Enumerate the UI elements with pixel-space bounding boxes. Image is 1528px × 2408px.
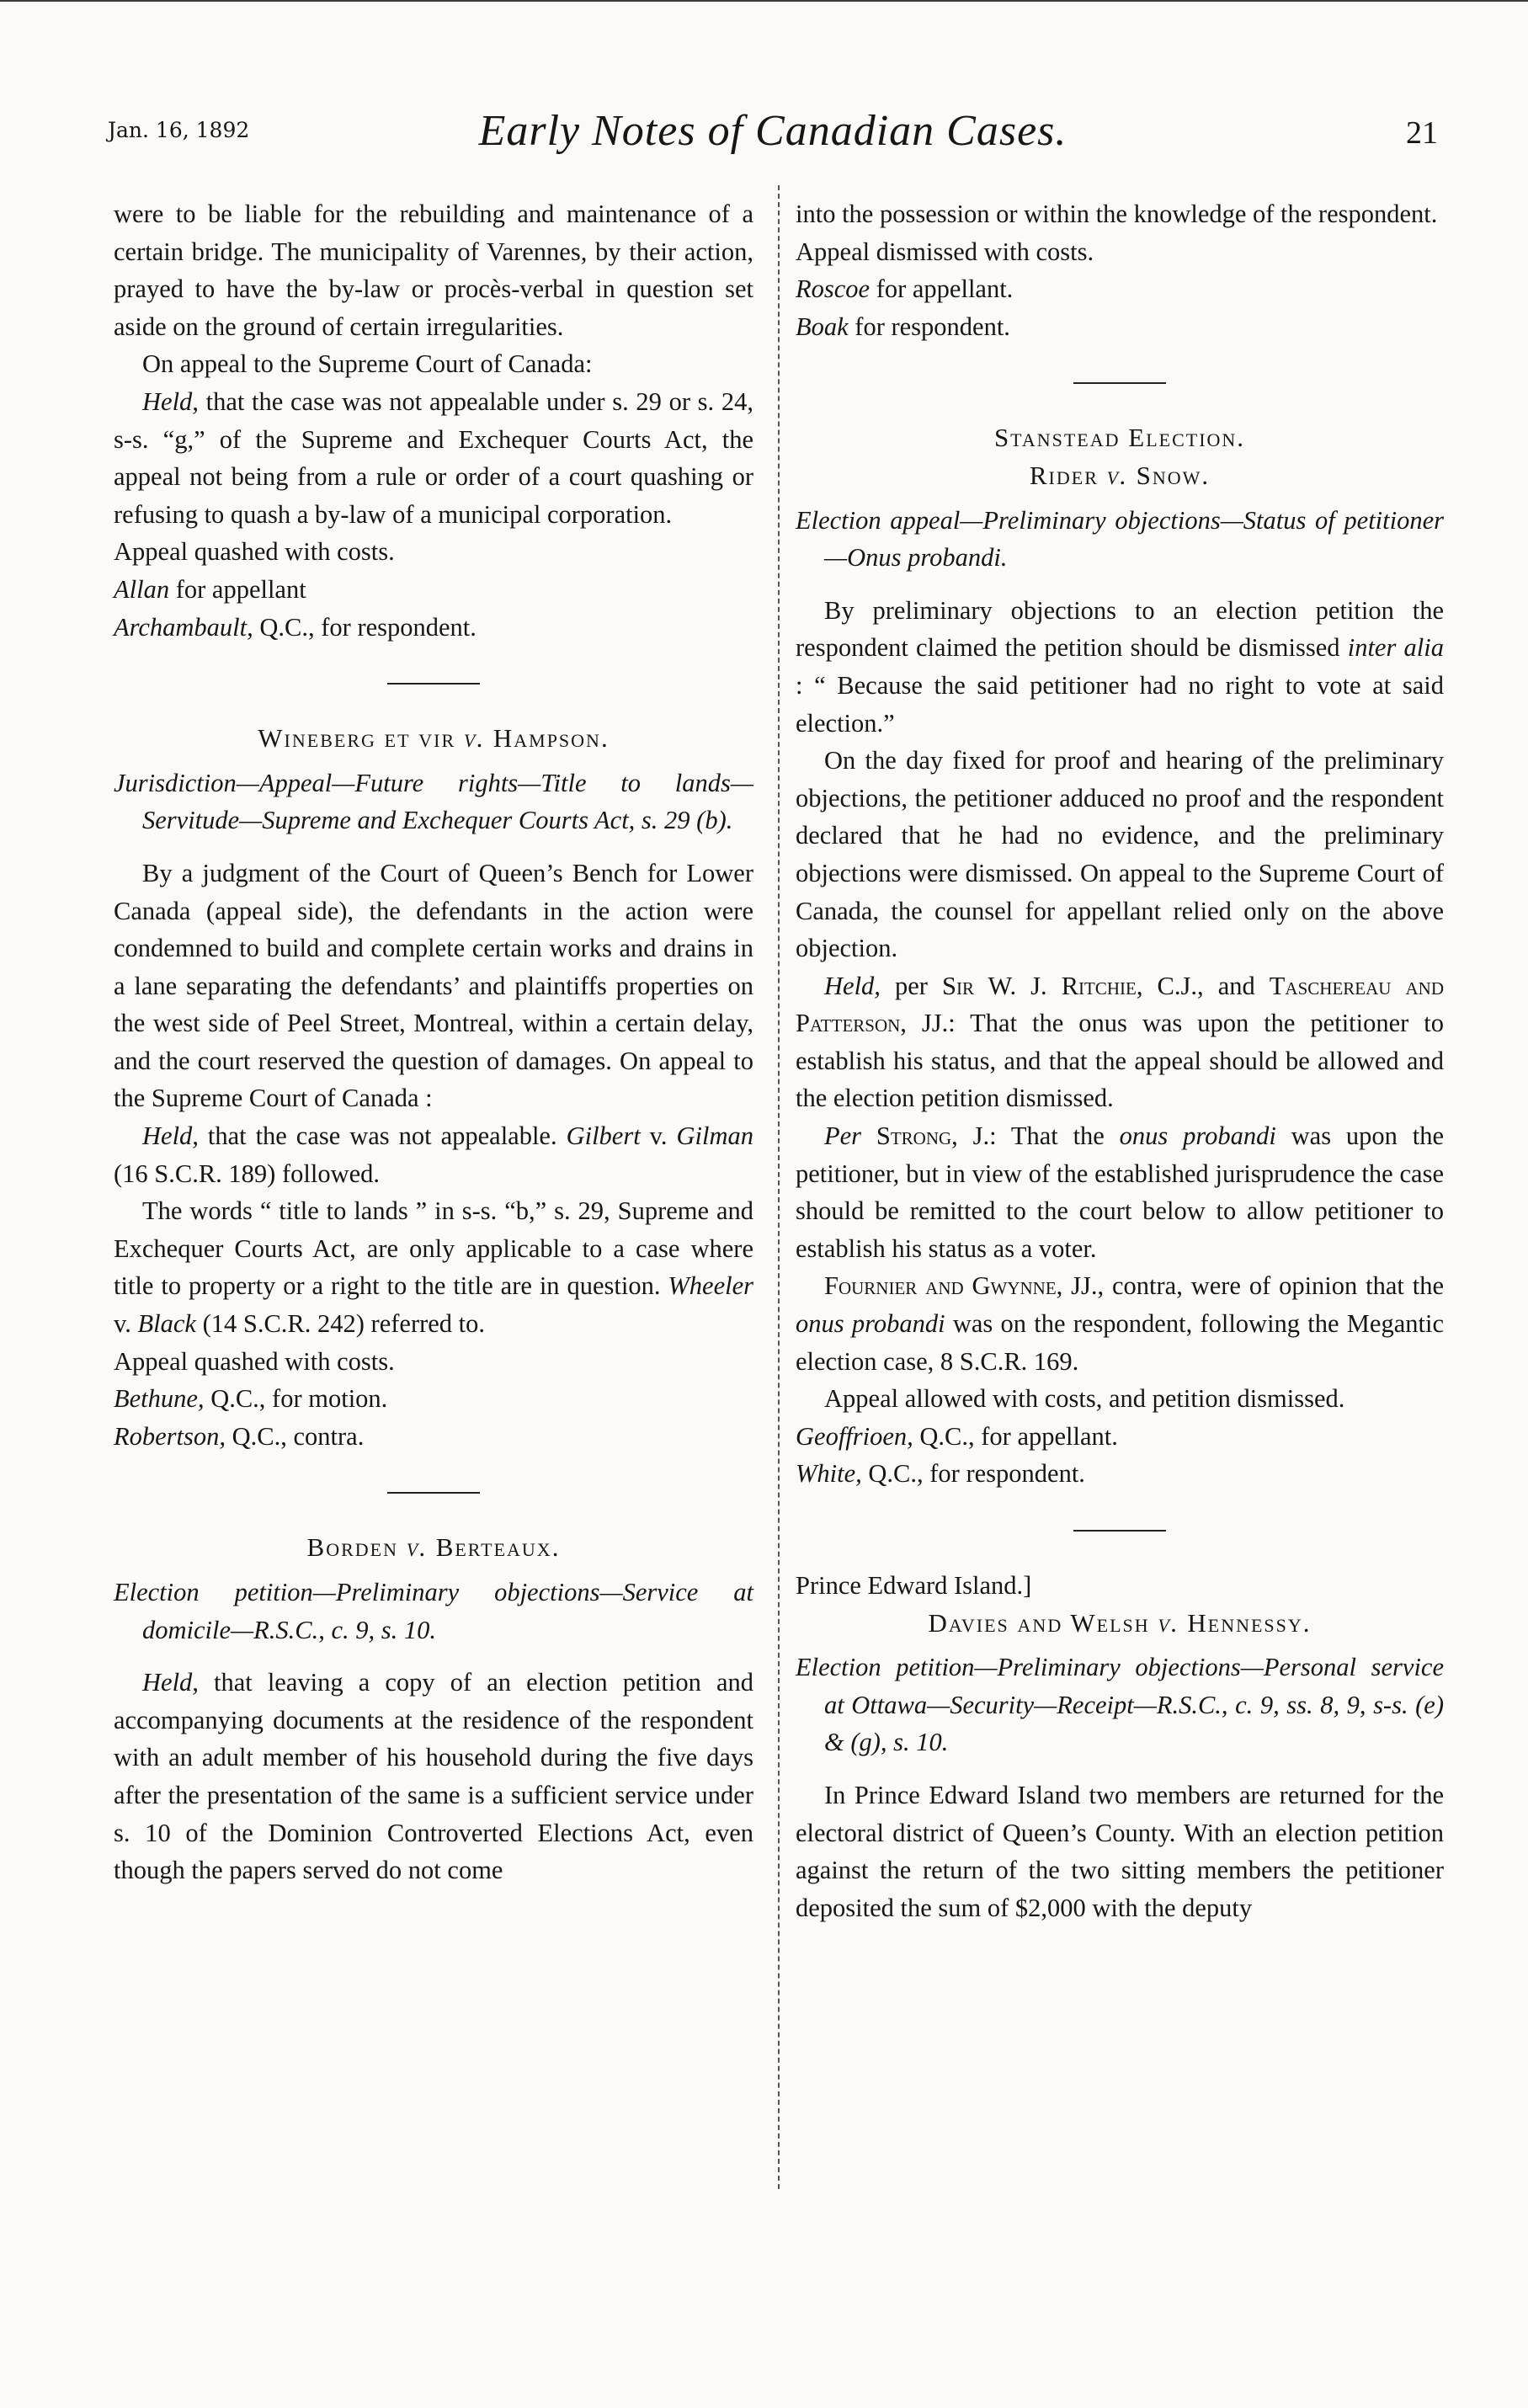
- paragraph: [114, 1192, 753, 1342]
- paragraph-text: : “ Because the said petitioner had no right to vote at said election.”: [796, 670, 1444, 738]
- case-party: Berteaux.: [427, 1532, 561, 1563]
- catchwords: Election appeal—Preliminary objections—Status of petitioner—Onus probandi.: [796, 505, 1444, 573]
- opinion-paragraph: [796, 1267, 1444, 1380]
- section-rule: [1073, 1530, 1166, 1532]
- case-party: Borden: [306, 1532, 407, 1563]
- holding-text: per: [880, 971, 942, 1000]
- counsel-role: Q.C., for motion.: [204, 1384, 388, 1414]
- case-party: Davies and Welsh: [928, 1607, 1158, 1638]
- holding-text: JJ.: That the onus was upon the petitioner to establish his status, and that the appeal should be allowed and the election petition dismissed.: [796, 1009, 1444, 1113]
- case-party: Hampson.: [485, 723, 610, 754]
- province-heading: Prince Edward Island.]: [796, 1571, 1032, 1600]
- holding-text: that the case was not appealable under s. 29 or s. 24, s-s. “g,” of the Supreme and Exchequer Courts Act, the appeal not being from a rule or order of a court quashing or refusing to quash a by-law of a municipal corporation.: [114, 386, 753, 529]
- case-party: Wineberg et vir: [258, 723, 464, 754]
- column-divider: [778, 185, 780, 2189]
- citation-name: Gilman: [676, 1121, 753, 1151]
- left-column: [114, 195, 753, 1889]
- paragraph: [796, 592, 1444, 742]
- counsel-role: for appellant: [169, 574, 306, 604]
- citation-name: Gilbert: [566, 1121, 641, 1151]
- holding-text: C.J., and: [1142, 971, 1270, 1000]
- citation-ref: (14 S.C.R. 242) referred to.: [195, 1309, 486, 1339]
- paragraph-text: By preliminary objections to an election petition the respondent claimed the petition should be dismissed: [796, 595, 1444, 663]
- counsel-line: [796, 308, 1444, 346]
- citation-name: Black: [137, 1309, 196, 1339]
- continued-paragraph: into the possession or within the knowledge of the respondent.: [796, 200, 1438, 228]
- holding-paragraph: [114, 1117, 753, 1192]
- case-title: [796, 1605, 1444, 1643]
- citation-ref: (16 S.C.R. 189) followed.: [114, 1159, 381, 1188]
- section-rule: [1073, 382, 1166, 384]
- disposition: Appeal quashed with costs.: [114, 1346, 395, 1376]
- continued-paragraph: were to be liable for the rebuilding and maintenance of a certain bridge. The municipality of Varennes, by their action, prayed to have the by-law or procès-verbal in question set aside on the ground of certain irregularities.: [114, 200, 753, 341]
- counsel-role: Q.C., for appellant.: [913, 1421, 1118, 1451]
- holding-text: that the case was not appealable.: [198, 1121, 567, 1151]
- counsel-name: Roscoe: [796, 274, 870, 304]
- holding-paragraph: [796, 967, 1444, 1117]
- holding-paragraph: [114, 1664, 753, 1889]
- counsel-line: [796, 1455, 1444, 1493]
- versus: v.: [463, 723, 486, 754]
- header-date: Jan. 16, 1892: [108, 118, 250, 142]
- section-rule: [387, 1492, 480, 1494]
- holding-text: that leaving a copy of an election petition and accompanying documents at the residence of the respondent with an adult member of his household during the five days after the presentation of the same is a sufficient service under s. 10 of the Dominion Controverted Elections Act, even though the papers served do not come: [114, 1668, 753, 1885]
- disposition: Appeal quashed with costs.: [114, 537, 395, 567]
- page-number: 21: [1406, 115, 1438, 151]
- versus: v.: [1158, 1607, 1179, 1638]
- holding-paragraph: [114, 383, 753, 533]
- citation-name: Wheeler: [668, 1271, 753, 1301]
- held-word: Held,: [824, 971, 881, 1000]
- held-word: Held,: [142, 386, 199, 416]
- counsel-name: Archambault,: [114, 612, 253, 642]
- citation-v: v.: [640, 1121, 677, 1151]
- counsel-line: [114, 1380, 753, 1418]
- versus: v.: [1106, 460, 1128, 490]
- latin-phrase: inter alia: [1347, 633, 1444, 663]
- disposition: Appeal dismissed with costs.: [796, 237, 1094, 266]
- case-party: Rider: [1029, 460, 1107, 490]
- counsel-role: Q.C., for respondent.: [861, 1459, 1085, 1489]
- paragraph: On appeal to the Supreme Court of Canada:: [142, 349, 593, 379]
- per-word: Per: [824, 1121, 862, 1151]
- case-party: Snow.: [1127, 460, 1211, 490]
- disposition: Appeal allowed with costs, and petition dismissed.: [824, 1384, 1345, 1414]
- journal-title: Early Notes of Canadian Cases.: [478, 107, 1067, 155]
- counsel-role: Q.C., for respondent.: [253, 612, 477, 642]
- held-word: Held,: [142, 1121, 199, 1151]
- judge-names: Taschereau and Patterson,: [796, 971, 1444, 1038]
- counsel-role: Q.C., contra.: [226, 1421, 365, 1451]
- counsel-name: White,: [796, 1459, 862, 1489]
- counsel-name: Boak: [796, 312, 849, 341]
- counsel-line: [796, 1418, 1444, 1456]
- latin-phrase: onus probandi: [1119, 1121, 1276, 1151]
- case-title: [114, 720, 753, 758]
- counsel-line: [796, 270, 1444, 308]
- paragraph-text: The words “ title to lands ” in s-s. “b,” s. 29, Supreme and Exchequer Courts Act, are only applicable to a case where title to property or a right to the title are in question.: [114, 1196, 753, 1301]
- counsel-line: [114, 1418, 753, 1456]
- right-column: [796, 195, 1444, 1926]
- counsel-line: [114, 609, 753, 647]
- case-title: [114, 1529, 753, 1567]
- section-rule: [387, 683, 480, 685]
- paragraph: On the day fixed for proof and hearing of the preliminary objections, the petitioner adduced no proof and the respondent declared that he had no evidence, and the preliminary objections were dismissed. On appeal to the Supreme Court of Canada, the counsel for appellant relied only on the above objection.: [796, 746, 1444, 963]
- catchwords: Jurisdiction—Appeal—Future rights—Title to lands—Servitude—Supreme and Exchequer Courts Act, s. 29 (b).: [114, 768, 753, 835]
- counsel-name: Geoffrioen,: [796, 1421, 913, 1451]
- running-header: [108, 94, 1438, 162]
- judge-names: Strong,: [861, 1121, 958, 1151]
- opinion-text: was upon the petitioner, but in view of the established jurisprudence the case should be remitted to the court below to allow petitioner to establish his status as a voter.: [796, 1121, 1444, 1263]
- case-heading: Stanstead Election.: [993, 423, 1246, 453]
- opinion-text: J.: That the: [957, 1121, 1120, 1151]
- paragraph: By a judgment of the Court of Queen’s Bench for Lower Canada (appeal side), the defendants in the action were condemned to build and complete certain works and drains in a lane separating the defendants’ and plaintiffs properties on the west side of Peel Street, Montreal, within a certain delay, and the court reserved the question of damages. On appeal to the Supreme Court of Canada :: [114, 858, 753, 1113]
- opinion-text: JJ., contra, were of opinion that the: [1062, 1271, 1444, 1301]
- case-party: Hennessy.: [1179, 1607, 1312, 1638]
- held-word: Held,: [142, 1668, 199, 1697]
- opinion-text: was on the respondent, following the Megantic election case, 8 S.C.R. 169.: [796, 1309, 1444, 1376]
- opinion-paragraph: [796, 1117, 1444, 1267]
- page-top-rule: [0, 0, 1528, 2]
- paragraph: In Prince Edward Island two members are returned for the electoral district of Queen’s County. With an election petition against the return of the two sitting members the petitioner deposited the sum of $2,000 with the deputy: [796, 1780, 1444, 1922]
- counsel-name: Bethune,: [114, 1384, 205, 1414]
- counsel-role: for respondent.: [848, 312, 1010, 341]
- case-title: [796, 457, 1444, 495]
- counsel-name: Robertson,: [114, 1421, 226, 1451]
- catchwords: Election petition—Preliminary objections—Service at domicile—R.S.C., c. 9, s. 10.: [114, 1578, 753, 1644]
- counsel-role: for appellant.: [870, 274, 1014, 304]
- citation-v: v.: [114, 1309, 138, 1339]
- catchwords: Election petition—Preliminary objections—Personal service at Ottawa—Security—Receipt—R.S.C., c. 9, ss. 8, 9, s-s. (e) & (g), s. 10.: [796, 1653, 1444, 1757]
- counsel-name: Allan: [114, 574, 170, 604]
- judge-names: Fournier and Gwynne,: [824, 1271, 1063, 1301]
- latin-phrase: onus probandi: [796, 1309, 945, 1339]
- counsel-line: [114, 571, 753, 609]
- versus: v.: [406, 1532, 428, 1563]
- judge-names: Sir W. J. Ritchie,: [942, 971, 1143, 1000]
